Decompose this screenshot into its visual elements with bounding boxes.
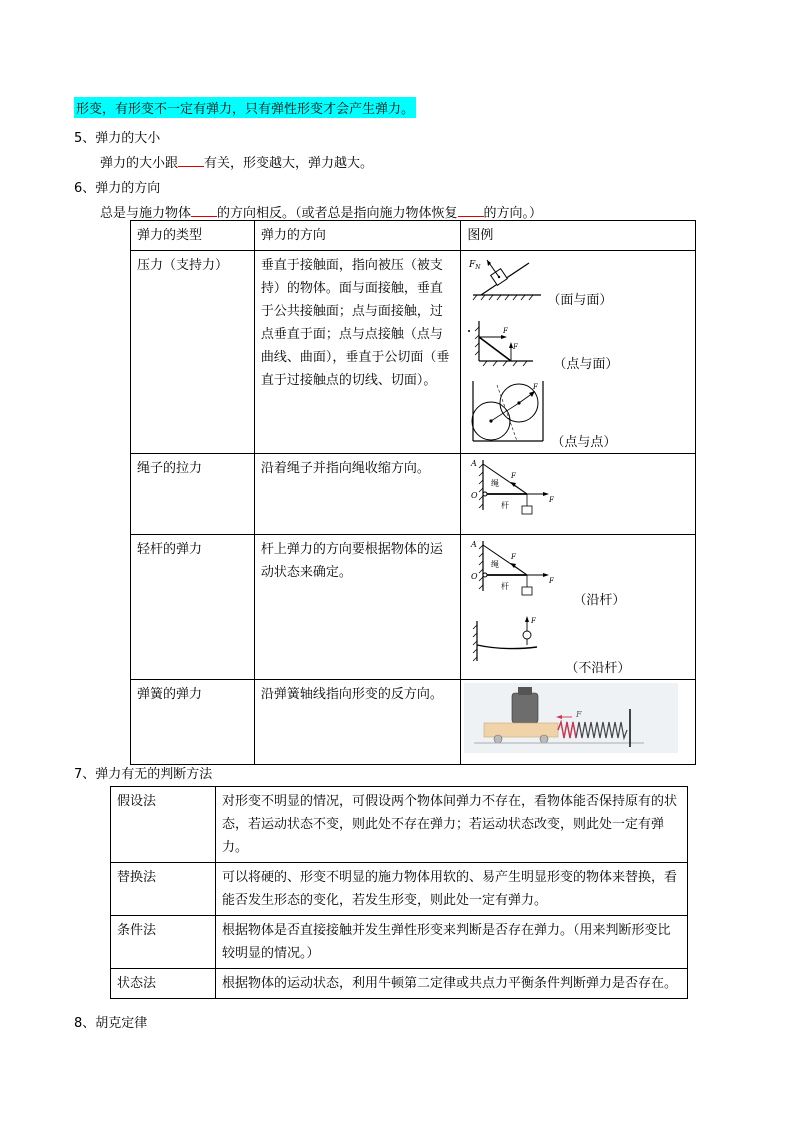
svg-text:F: F xyxy=(549,577,555,585)
svg-text:杆: 杆 xyxy=(501,582,510,591)
svg-text:F: F xyxy=(511,472,517,480)
table-row xyxy=(131,454,696,535)
svg-text:F: F xyxy=(511,553,517,561)
rod-figures xyxy=(465,537,691,677)
method-name: 条件法 xyxy=(111,916,216,969)
method-name: 状态法 xyxy=(111,969,216,999)
rope-diagram xyxy=(465,456,565,524)
svg-text:绳: 绳 xyxy=(491,479,500,488)
pressure-figures xyxy=(465,253,691,451)
highlighted-text: 形变，有形变不一定有弹力，只有弹性形变才会产生弹力。 xyxy=(74,97,416,118)
svg-text:F: F xyxy=(513,343,519,351)
table-row xyxy=(111,863,688,916)
section-5-heading: 5、弹力的大小 xyxy=(74,131,161,146)
fn-label: $F_N$ xyxy=(469,260,481,271)
s5-text-a: 弹力的大小跟 xyxy=(100,156,179,171)
section-8-heading: 8、胡克定律 xyxy=(74,1016,148,1031)
row-type: 绳子的拉力 xyxy=(131,454,255,535)
row-type: 弹簧的弹力 xyxy=(131,680,255,765)
method-description: 可以将硬的、形变不明显的施力物体用软的、易产生明显形变的物体来替换，看能否发生形态的变化，若发生形变，则此处一定有弹力。 xyxy=(216,863,688,916)
row-figure xyxy=(461,535,696,680)
table-row xyxy=(111,916,688,969)
svg-text:F: F xyxy=(531,617,537,625)
svg-text:A: A xyxy=(471,459,478,468)
header-type: 弹力的类型 xyxy=(131,221,255,251)
svg-text:F: F xyxy=(576,710,582,719)
section-6-text xyxy=(100,202,542,221)
rod-not-along-diagram xyxy=(465,615,565,671)
s6-text-c: 的方向。） xyxy=(483,206,543,221)
method-name: 假设法 xyxy=(111,787,216,863)
caption-point-plane: （点与面） xyxy=(553,357,619,372)
section-5-text xyxy=(100,152,373,171)
method-name: 替换法 xyxy=(111,863,216,916)
svg-text:F: F xyxy=(549,496,555,504)
row-figure xyxy=(461,680,696,765)
row-direction: 垂直于接触面，指向被压（被支持）的物体。面与面接触，垂直于公共接触面；点与面接触，过点垂直于面；点与点接触（点与曲线、曲面），垂直于公切面（垂直于过接触点的切线、切面）。 xyxy=(254,251,460,454)
method-description: 对形变不明显的情况，可假设两个物体间弹力不存在，看物体能否保持原有的状态，若运动状态不变，则此处不存在弹力；若运动状态改变，则此处一定有弹力。 xyxy=(216,787,688,863)
method-description: 根据物体是否直接接触并发生弹性形变来判断是否存在弹力。（用来判断形变比较明显的情况。） xyxy=(216,916,688,969)
svg-text:F: F xyxy=(503,327,509,335)
elastic-force-direction-table xyxy=(130,220,696,765)
caption-plane-plane: （面与面） xyxy=(547,293,613,308)
svg-text:O: O xyxy=(471,572,478,581)
point-plane-diagram xyxy=(467,317,547,373)
svg-text:O: O xyxy=(471,491,478,500)
caption-point-point: （点与点） xyxy=(551,435,617,450)
fill-blank[interactable] xyxy=(458,204,484,217)
table-row xyxy=(131,535,696,680)
rod-along-diagram xyxy=(465,537,565,605)
caption-not-along-rod: （不沿杆） xyxy=(565,661,631,676)
table-row xyxy=(131,680,696,765)
s6-text-a: 总是与施力物体 xyxy=(100,206,192,221)
row-direction: 沿着绳子并指向绳收缩方向。 xyxy=(254,454,460,535)
row-figure xyxy=(461,251,696,454)
section-7-heading: 7、弹力有无的判断方法 xyxy=(74,767,213,782)
method-description: 根据物体的运动状态，利用牛顿第二定律或共点力平衡条件判断弹力是否存在。 xyxy=(216,969,688,999)
judgment-methods-table xyxy=(110,786,688,999)
row-type: 轻杆的弹力 xyxy=(131,535,255,680)
table-row xyxy=(131,251,696,454)
header-direction: 弹力的方向 xyxy=(254,221,460,251)
row-figure xyxy=(461,454,696,535)
caption-along-rod: （沿杆） xyxy=(573,593,626,608)
svg-text:A: A xyxy=(471,540,478,549)
s6-text-b: 的方向相反。（或者总是指向施力物体恢复 xyxy=(217,206,458,221)
table-header-row xyxy=(131,221,696,251)
svg-text:绳: 绳 xyxy=(491,560,500,569)
row-direction: 杆上弹力的方向要根据物体的运动状态来确定。 xyxy=(254,535,460,680)
table-row xyxy=(111,787,688,863)
table-row xyxy=(111,969,688,999)
fill-blank[interactable] xyxy=(178,154,204,167)
svg-text:杆: 杆 xyxy=(501,501,510,510)
section-6-heading: 6、弹力的方向 xyxy=(74,181,161,196)
fill-blank[interactable] xyxy=(191,204,217,217)
spring-diagram xyxy=(464,683,678,753)
s5-text-b: 有关，形变越大，弹力越大。 xyxy=(204,156,374,171)
header-figure: 图例 xyxy=(461,221,696,251)
point-point-diagram xyxy=(467,377,549,445)
plane-contact-diagram xyxy=(467,255,547,313)
row-type: 压力（支持力） xyxy=(131,251,255,454)
svg-text:F: F xyxy=(533,383,539,391)
row-direction: 沿弹簧轴线指向形变的反方向。 xyxy=(254,680,460,765)
